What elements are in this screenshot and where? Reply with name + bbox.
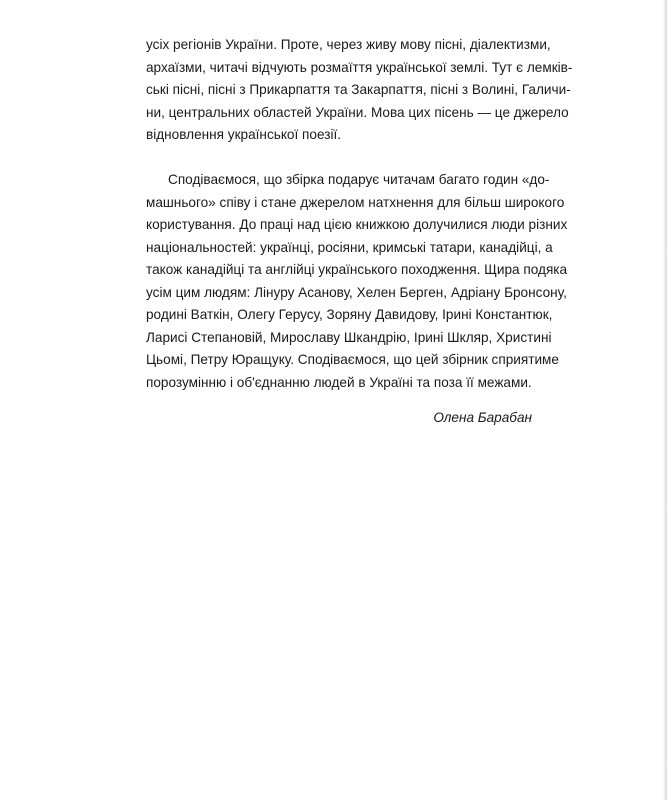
paragraph-2 <box>146 169 568 394</box>
text-line: архаїзми, читачі відчують розмаїття української землі. Тут є лемків- <box>146 59 573 75</box>
text-line: ни, центральних областей України. Мова цих пісень — це джерело <box>146 104 569 120</box>
body-text <box>146 34 573 394</box>
paragraph-1 <box>146 34 573 147</box>
text-line: також канадійці та англійці українського походження. Щира подяка <box>146 262 568 277</box>
text-line: Сподіваємося, що збірка подарує читачам багато годин «до- <box>168 172 550 187</box>
text-line: усіх регіонів України. Проте, через живу мову пісні, діалектизми, <box>146 37 551 52</box>
text-line: усім цим людям: Лінуру Асанову, Хелен Берген, Адріану Бронсону, <box>146 284 567 300</box>
text-line: родині Ваткін, Олегу Герусу, Зоряну Давидову, Ірині Константюк, <box>146 307 553 322</box>
text-line: національностей: українці, росіяни, кримські татари, канадійці, а <box>146 239 553 255</box>
text-line: відновлення української поезії. <box>146 127 342 142</box>
author-signature: Олена Барабан <box>433 410 532 425</box>
text-line: порозумінню і об'єднанню людей в Україні та поза її межами. <box>146 374 532 390</box>
text-line: користування. До праці над цією книжкою долучилися люди різних <box>146 217 568 232</box>
text-line: Ларисі Степановій, Мирославу Шкандрію, Ірині Шкляр, Христині <box>146 329 552 345</box>
page-edge <box>663 0 667 800</box>
text-line: Цьомі, Петру Юращуку. Сподіваємося, що цей збірник сприятиме <box>146 352 559 367</box>
paragraph-gap <box>146 147 532 170</box>
text-line: ські пісні, пісні з Прикарпаття та Закарпаття, пісні з Волині, Галичи- <box>146 82 571 97</box>
text-line: машнього» співу і стане джерелом натхнення для більш широкого <box>146 194 565 210</box>
